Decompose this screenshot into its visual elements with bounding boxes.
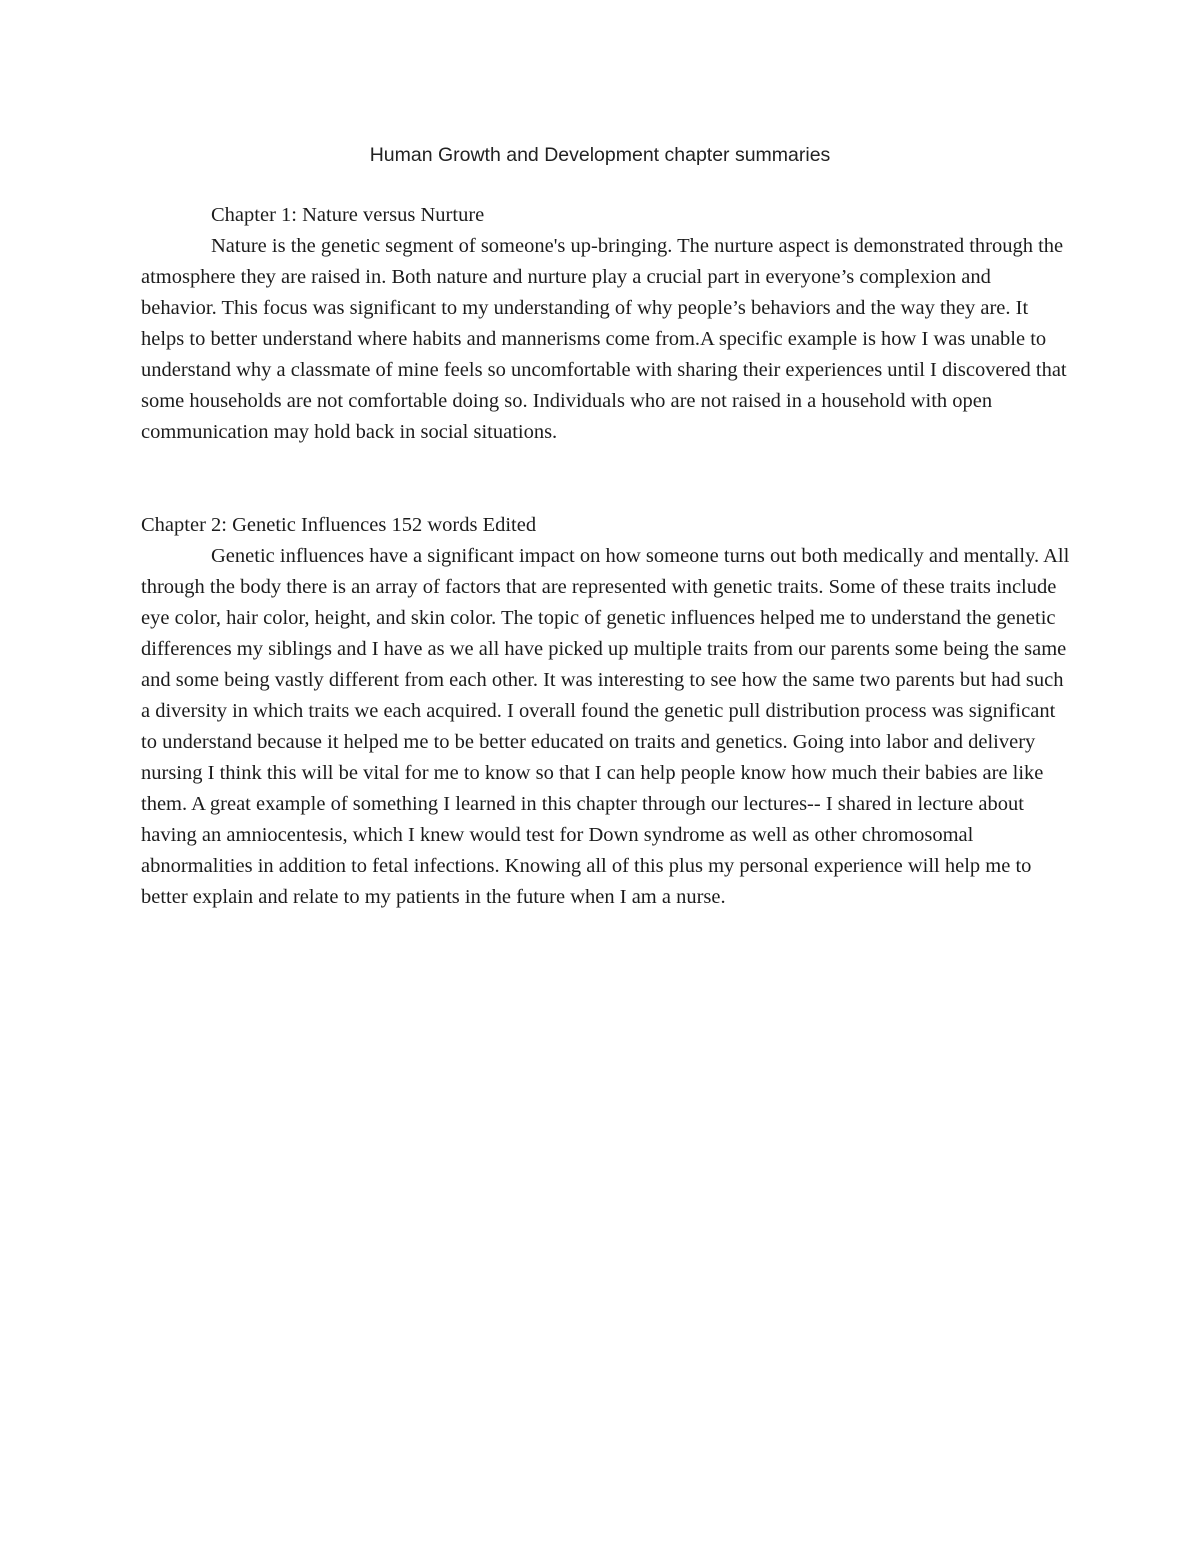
document-content: [141, 200, 1071, 913]
chapter-2-section: [141, 510, 1071, 913]
chapter-2-heading: Chapter 2: Genetic Influences 152 words Edited: [141, 514, 537, 536]
chapter-1-body: Nature is the genetic segment of someone's up-bringing. The nurture aspect is demonstrated through the atmosphere they are raised in. Both nature and nurture play a crucial part in everyone’s complexion and behavior. This focus was significant to my understanding of why people’s behaviors and the way they are. It helps to better understand where habits and mannerisms come from.A specific example is how I was unable to understand why a classmate of mine feels so uncomfortable with sharing their experiences until I discovered that some households are not comfortable doing so. Individuals who are not raised in a household with open communication may hold back in social situations.: [141, 235, 1067, 443]
chapter-1-heading: Chapter 1: Nature versus Nurture: [211, 204, 485, 226]
document-title: Human Growth and Development chapter summaries: [369, 144, 831, 166]
chapter-2-body: Genetic influences have a significant impact on how someone turns out both medically and mentally. All through the body there is an array of factors that are represented with genetic traits. Some of these traits include eye color, hair color, height, and skin color. The topic of genetic influences helped me to understand the genetic differences my siblings and I have as we all have picked up multiple traits from our parents some being the same and some being vastly different from each other. It was interesting to see how the same two parents but had such a diversity in which traits we each acquired. I overall found the genetic pull distribution process was significant to understand because it helped me to be better educated on traits and genetics. Going into labor and delivery nursing I think this will be vital for me to know so that I can help people know how much their babies are like them. A great example of something I learned in this chapter through our lectures-- I shared in lecture about having an amniocentesis, which I knew would test for Down syndrome as well as other chromosomal abnormalities in addition to fetal infections. Knowing all of this plus my personal experience will help me to better explain and relate to my patients in the future when I am a nurse.: [141, 545, 1070, 908]
chapter-1-section: [141, 200, 1071, 448]
section-spacer: [141, 448, 1071, 510]
